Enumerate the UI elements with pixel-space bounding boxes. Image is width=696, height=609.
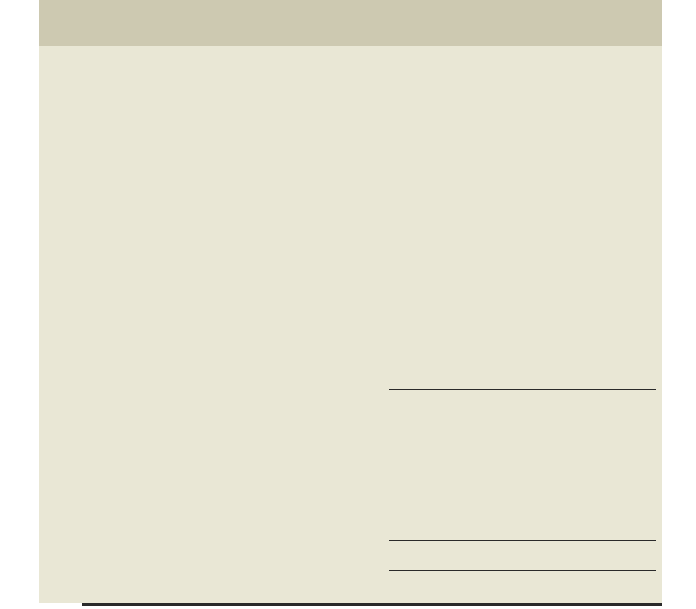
title-bar (39, 0, 662, 46)
underline-total-variable (389, 389, 656, 390)
statement-panel (39, 0, 662, 603)
underline-total-fixed (389, 540, 656, 541)
underline-operating-income (389, 570, 656, 571)
bottom-rule (82, 603, 662, 606)
